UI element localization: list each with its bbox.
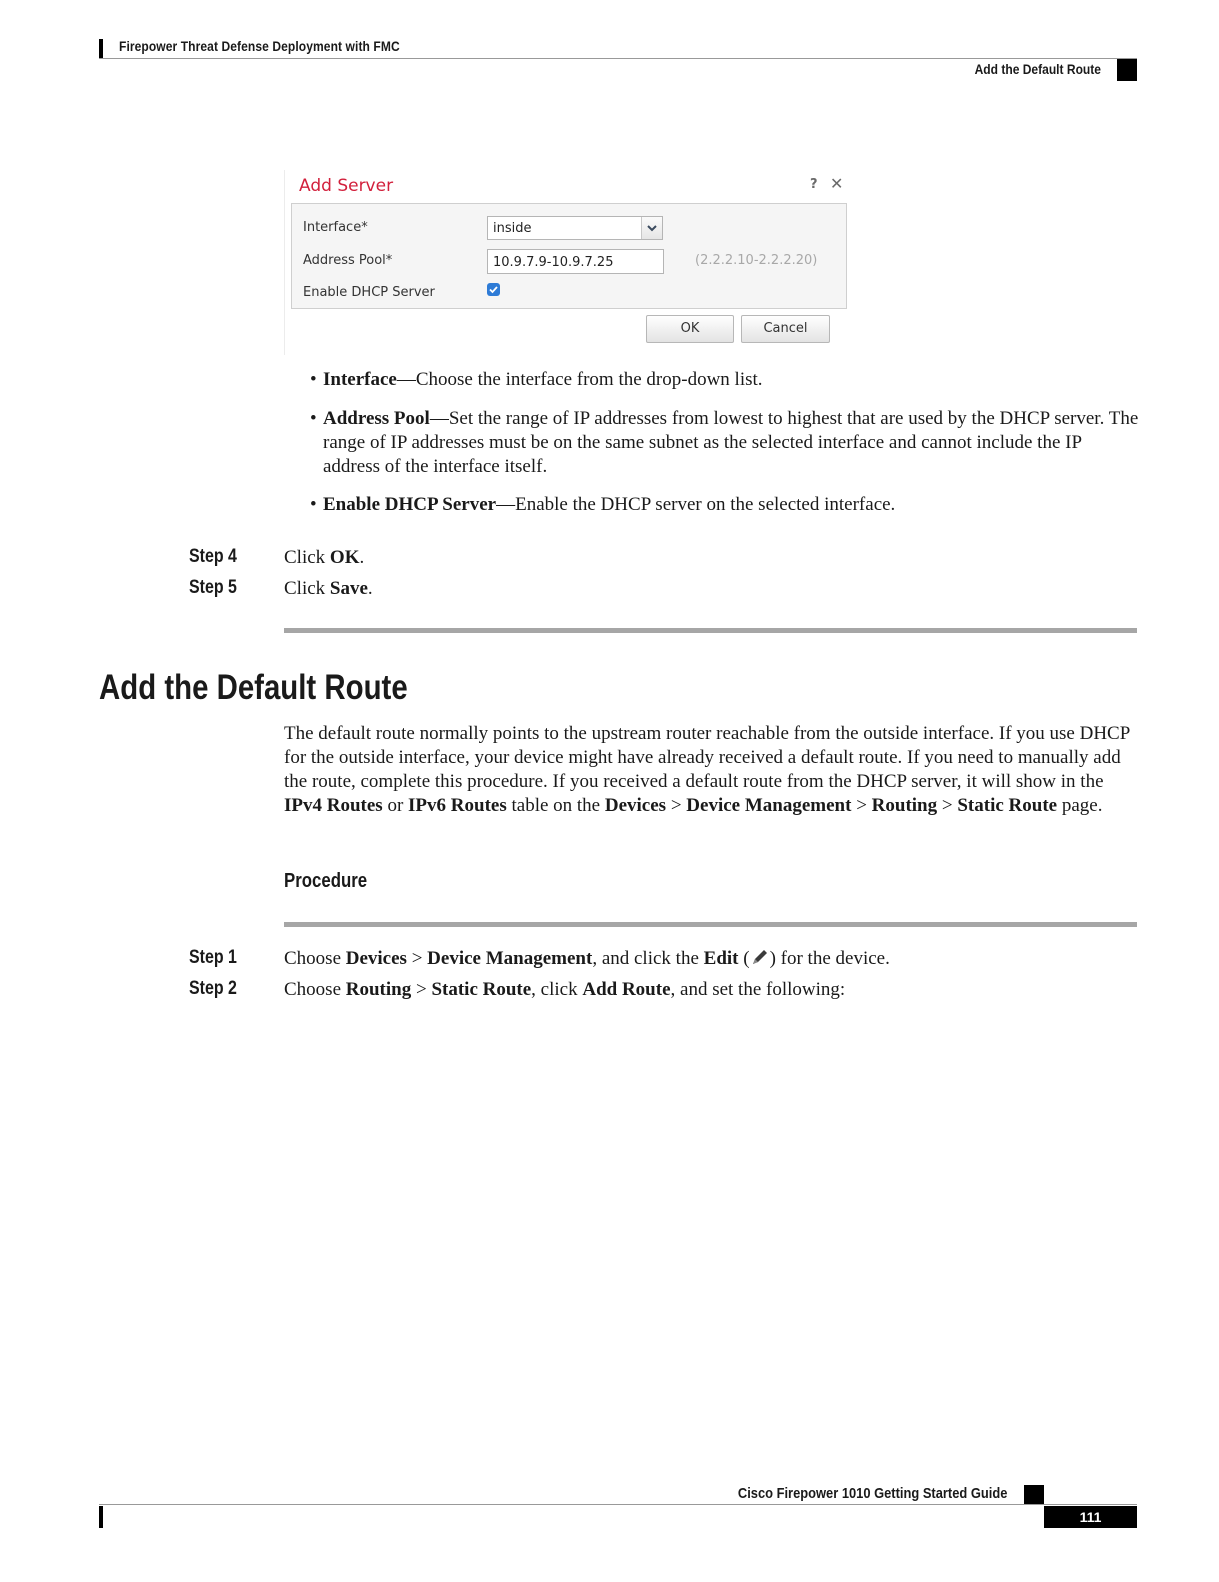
step-5-label: Step 5 (189, 577, 237, 598)
bullet-interface: • Interface—Choose the interface from the drop-down list. (310, 369, 763, 390)
running-header-section: Add the Default Route (974, 61, 1101, 77)
bullet-term: Enable DHCP Server (323, 494, 497, 515)
cancel-button[interactable]: Cancel (741, 315, 830, 343)
bullet-address-pool: • Address Pool—Set the range of IP addresses from lowest to highest that are used by the DHCP server. The range of IP addresses must be on the same subnet as the selected interface and cannot include the IP address of the interface itself. (310, 408, 1139, 477)
bullet-text: —Enable the DHCP server on the selected interface. (496, 494, 896, 515)
procedure-end-rule (284, 628, 1137, 633)
bullet-text: —Set the range of IP addresses from lowest to highest that are used by the DHCP server. The range of IP addresses must be on the same subnet as the selected interface and cannot include the IP address of the interface itself. (323, 408, 1139, 477)
section-heading: Add the Default Route (99, 668, 408, 707)
footer-left-bar (99, 1506, 103, 1528)
checkmark-icon (487, 283, 500, 296)
help-icon[interactable]: ? (810, 177, 818, 192)
bullet-enable-dhcp: • Enable DHCP Server—Enable the DHCP server on the selected interface. (310, 494, 896, 515)
interface-select-value: inside (493, 221, 532, 236)
step-4-label: Step 4 (189, 546, 237, 567)
header-rule (99, 58, 1137, 59)
enable-dhcp-checkbox[interactable] (487, 283, 500, 296)
bullet-term: Interface (323, 369, 397, 390)
ok-button[interactable]: OK (646, 315, 734, 343)
chevron-down-icon[interactable] (641, 217, 662, 239)
step-4-text: Click OK. (284, 547, 365, 568)
header-left-bar (99, 39, 103, 59)
close-icon[interactable]: ✕ (830, 174, 844, 193)
interface-label: Interface* (303, 220, 368, 235)
footer-marker (1024, 1485, 1044, 1505)
procedure-start-rule (284, 922, 1137, 927)
step-1-label: Step 1 (189, 947, 237, 968)
running-header-title: Firepower Threat Defense Deployment with FMC (119, 38, 400, 54)
address-pool-label: Address Pool* (303, 253, 393, 268)
procedure-heading: Procedure (284, 870, 368, 892)
footer-rule (99, 1504, 1137, 1505)
footer-guide-title: Cisco Firepower 1010 Getting Started Guide (737, 1485, 1007, 1502)
section-paragraph: The default route normally points to the upstream router reachable from the outside interface. If you use DHCP for the outside interface, your device might have already received a default route. If you need to manually add the route, complete this procedure. If you received a default route from the DHCP server, it will show in the IPv4 Routes or IPv6 Routes table on the Devices > Device Management > Routing > Static Route page. (284, 723, 1130, 816)
dialog-edge (284, 170, 285, 355)
step-5-text: Click Save. (284, 578, 373, 599)
page-number: 111 (1044, 1506, 1137, 1528)
enable-dhcp-label: Enable DHCP Server (303, 285, 435, 300)
bullet-term: Address Pool (323, 408, 430, 429)
address-pool-value: 10.9.7.9-10.9.7.25 (493, 255, 614, 270)
step-1-text: Choose Devices > Device Management, and click the Edit ( ) for the device. (284, 948, 890, 969)
header-marker (1117, 59, 1137, 81)
pencil-icon (750, 947, 770, 967)
step-2-label: Step 2 (189, 978, 237, 999)
dialog-title: Add Server (299, 176, 394, 196)
address-pool-hint: (2.2.2.10-2.2.2.20) (695, 253, 818, 268)
step-2-text: Choose Routing > Static Route, click Add Route, and set the following: (284, 979, 846, 1000)
bullet-text: —Choose the interface from the drop-down list. (396, 369, 763, 390)
interface-select[interactable] (487, 216, 663, 240)
address-pool-input[interactable] (487, 249, 664, 274)
